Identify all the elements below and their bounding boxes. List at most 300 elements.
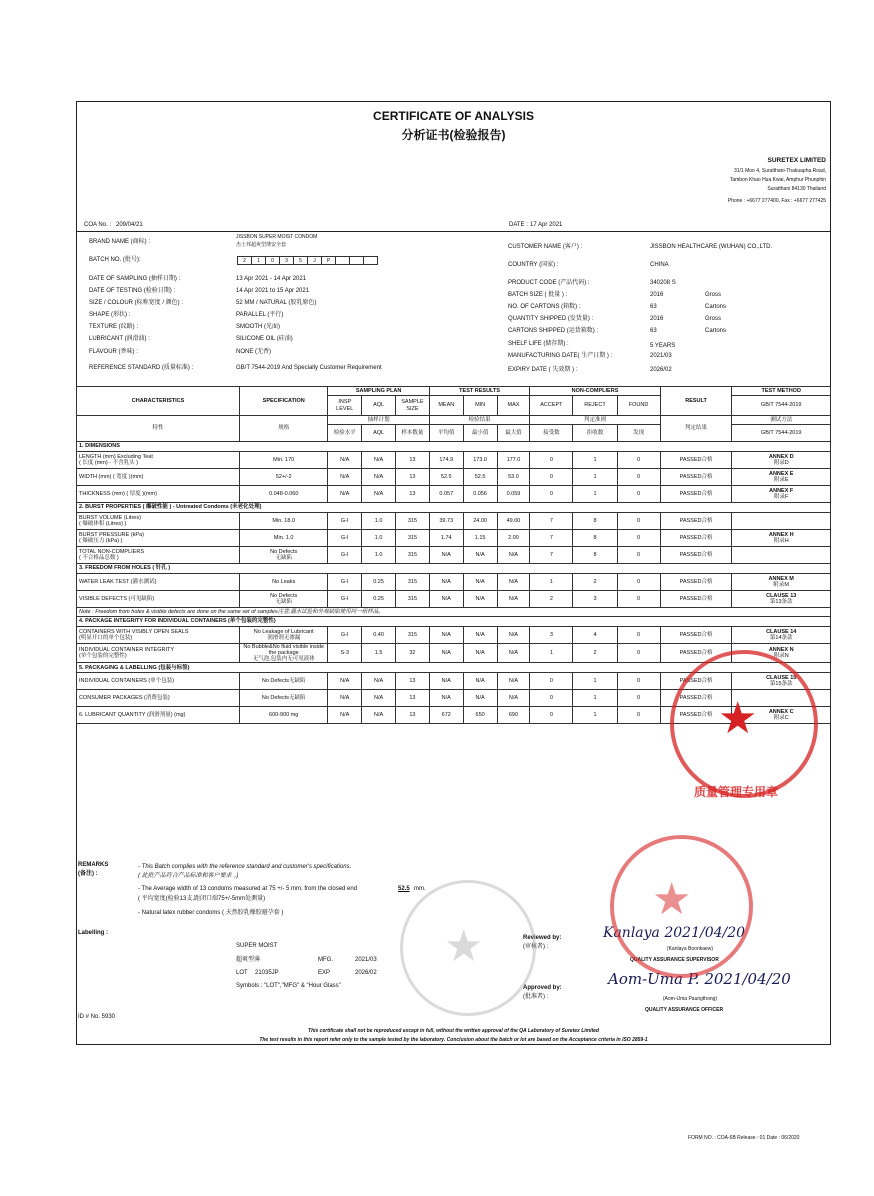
specification-cell bbox=[240, 530, 328, 547]
testing-date-label: DATE OF TESTING (检验日期) : bbox=[89, 288, 176, 294]
col-specification-cn: 规格 bbox=[240, 416, 328, 442]
coa-value: 209/04/21 bbox=[116, 222, 143, 228]
form-number: FORM NO. : COA-6B Release : 01 Date : 06/2020 bbox=[688, 1135, 800, 1141]
cell-rej: 2 bbox=[573, 644, 617, 663]
customer-label: CUSTOMER NAME (客户) : bbox=[508, 244, 583, 250]
mfg-date-label: MANUFACTURING DATE( 生产日期 ) : bbox=[508, 353, 613, 359]
cell-min: N/A bbox=[463, 574, 497, 591]
footer-line-2: The test results in this report refer only to the sample tested by the laboratory. Conclusion about the batch or lot are based on the Acceptance criteria in ISO 2859-1 bbox=[259, 1037, 648, 1043]
remarks-avg-width: 52.5 bbox=[398, 886, 410, 892]
company-address-3: Suratthani 84130 Thailand bbox=[767, 186, 826, 192]
col-sampling-plan: SAMPLING PLAN bbox=[328, 387, 430, 396]
cell-result: PASSED合格 bbox=[660, 513, 732, 530]
method-cn: 附录M bbox=[773, 582, 789, 588]
test-method-cell bbox=[732, 452, 831, 469]
sampling-date-value: 13 Apr 2021 - 14 Apr 2021 bbox=[236, 276, 307, 282]
cell-rej: 8 bbox=[573, 530, 617, 547]
cell-size: 13 bbox=[396, 673, 430, 690]
mfg-value: 2021/03 bbox=[355, 957, 377, 963]
cell-size: 13 bbox=[396, 690, 430, 707]
footer-line-1: This certificate shall not be reproduced except in full, without the written approval of the QA Laboratory of Suretex Limited bbox=[308, 1028, 599, 1034]
cell-acc: 1 bbox=[530, 644, 573, 663]
approved-label: Approved by: bbox=[523, 985, 562, 991]
cell-max: 177.0 bbox=[497, 452, 530, 469]
method-en: ANNEX D bbox=[768, 453, 794, 460]
cell-max: 0.059 bbox=[497, 486, 530, 503]
method-en: ANNEX M bbox=[768, 575, 794, 582]
batch-digit: 0 bbox=[265, 256, 280, 265]
cell-mean: N/A bbox=[429, 547, 463, 564]
specification-cell bbox=[240, 644, 328, 663]
specification-cell bbox=[240, 513, 328, 530]
cell-acc: 0 bbox=[530, 690, 573, 707]
spec-en: No Defects无缺陷 bbox=[261, 678, 306, 685]
cell-insp: G-I bbox=[328, 574, 362, 591]
remarks-line3: - Natural latex rubber condoms ( 天然胶乳橡胶避孕套 ) bbox=[138, 910, 284, 916]
cell-size: 315 bbox=[396, 513, 430, 530]
batch-size-label: BATCH SIZE ( 批量 ) : bbox=[508, 292, 568, 298]
cell-found: 0 bbox=[617, 513, 660, 530]
batch-digit: 1 bbox=[251, 256, 266, 265]
cell-found: 0 bbox=[617, 591, 660, 608]
col-test-method-value: GB/T 7544-2019 bbox=[732, 396, 831, 416]
company-phone: Phone : +6677 277400, Fax : +6677 277425 bbox=[727, 198, 826, 204]
remarks-label: REMARKS bbox=[78, 862, 109, 868]
cell-min: 0.056 bbox=[463, 486, 497, 503]
shelf-life-label: SHELF LIFE (储存期) : bbox=[508, 341, 569, 347]
characteristic-cn: ( 爆破体积 (Litres) ) bbox=[79, 521, 127, 527]
id-number: ID # No. 5930 bbox=[78, 1014, 116, 1020]
cell-rej: 1 bbox=[573, 452, 617, 469]
cell-mean: 672 bbox=[429, 707, 463, 724]
qty-shipped-unit: Gross bbox=[705, 316, 722, 322]
method-en: ANNEX H bbox=[768, 531, 794, 538]
cell-min: N/A bbox=[463, 591, 497, 608]
characteristic-en: BURST VOLUME (Litres) bbox=[79, 514, 141, 521]
lubricant-label: LUBRICANT (润滑油) : bbox=[89, 336, 150, 342]
stamp-star-icon: ★ bbox=[718, 694, 758, 743]
cartons-label: NO. OF CARTONS (箱数) : bbox=[508, 304, 581, 310]
cell-acc: 7 bbox=[530, 547, 573, 564]
cell-rej: 8 bbox=[573, 513, 617, 530]
stamp-star-icon: ★ bbox=[652, 875, 692, 924]
table-row bbox=[77, 574, 831, 591]
cell-max: N/A bbox=[497, 644, 530, 663]
cell-result: PASSED合格 bbox=[660, 574, 732, 591]
spec-en: Min. 18.0 bbox=[272, 517, 296, 524]
spec-en: No Bubble&No fluid visible inside the package bbox=[243, 644, 325, 657]
specification-cell bbox=[240, 452, 328, 469]
cell-found: 0 bbox=[617, 574, 660, 591]
cell-insp: G-I bbox=[328, 547, 362, 564]
batch-digit: 3 bbox=[279, 256, 294, 265]
brand-value-cn: 杰士邦超爽型薄安全套 bbox=[236, 242, 287, 248]
batch-digit bbox=[335, 256, 350, 265]
cell-acc: 0 bbox=[530, 486, 573, 503]
method-en: ANNEX E bbox=[768, 470, 794, 477]
lot-label: LOT bbox=[236, 970, 248, 976]
cell-result: PASSED合格 bbox=[660, 547, 732, 564]
cartons-shipped-unit: Cartons bbox=[705, 328, 727, 334]
labelling-symbols: Symbols : "LOT","MFG" & "Hour Glass" bbox=[236, 983, 341, 989]
cell-max: 49.00 bbox=[497, 513, 530, 530]
spec-en: No Leaks bbox=[272, 578, 296, 585]
cell-max: N/A bbox=[497, 591, 530, 608]
date-label: DATE : bbox=[509, 222, 528, 228]
cell-mean: 1.74 bbox=[429, 530, 463, 547]
characteristic-cn: (单个包装的完整性) bbox=[79, 653, 127, 660]
cell-mean: 174.9 bbox=[429, 452, 463, 469]
characteristic-cell bbox=[77, 574, 240, 591]
cell-mean: 52.5 bbox=[429, 469, 463, 486]
characteristic-cell bbox=[77, 673, 240, 690]
cell-result: PASSED合格 bbox=[660, 673, 732, 690]
cell-min: N/A bbox=[463, 690, 497, 707]
approved-label-cn: (批准者) : bbox=[523, 994, 549, 1000]
expiry-label: EXPIRY DATE ( 失效期 ) : bbox=[508, 367, 578, 373]
cell-acc: 7 bbox=[530, 530, 573, 547]
cell-rej: 1 bbox=[573, 707, 617, 724]
characteristic-en: CONTAINERS WITH VISIBLY OPEN SEALS bbox=[79, 628, 189, 635]
method-cn: 第15条款 bbox=[769, 681, 793, 688]
cell-size: 13 bbox=[396, 469, 430, 486]
characteristic-en: LENGTH (mm) Excluding Teat bbox=[79, 453, 153, 460]
cell-mean: N/A bbox=[429, 627, 463, 644]
reviewed-label-cn: (审核者) : bbox=[523, 944, 549, 950]
spec-en: No Defects bbox=[270, 548, 298, 555]
cell-acc: 3 bbox=[530, 627, 573, 644]
exp-value: 2026/02 bbox=[355, 970, 377, 976]
characteristic-en: INDIVIDUAL CONTAINERS (单个包装) bbox=[79, 678, 175, 685]
cell-result: PASSED合格 bbox=[660, 707, 732, 724]
testing-date-value: 14 Apr 2021 to 15 Apr 2021 bbox=[236, 288, 310, 294]
cell-size: 315 bbox=[396, 530, 430, 547]
cell-insp: G-I bbox=[328, 530, 362, 547]
cell-insp: N/A bbox=[328, 486, 362, 503]
cartons-unit: Cartons bbox=[705, 304, 727, 310]
exp-label: EXP bbox=[318, 970, 331, 976]
col-test-results: TEST RESULTS bbox=[429, 387, 530, 396]
col-sample-size-cn: 样本数量 bbox=[396, 425, 430, 442]
cell-insp: N/A bbox=[328, 469, 362, 486]
cell-found: 0 bbox=[617, 707, 660, 724]
col-reject-cn: 拒收数 bbox=[573, 425, 617, 442]
texture-value: SMOOTH (光面) bbox=[236, 324, 280, 330]
cell-insp: N/A bbox=[328, 690, 362, 707]
characteristic-cell bbox=[77, 591, 240, 608]
cell-aql: 1.0 bbox=[362, 513, 396, 530]
cartons-value: 63 bbox=[650, 304, 657, 310]
cell-found: 0 bbox=[617, 530, 660, 547]
customer-value: JISSBON HEALTHCARE (WUHAN) CO.,LTD. bbox=[650, 244, 773, 250]
batch-digit: P bbox=[321, 256, 336, 265]
batch-digit: 5 bbox=[293, 256, 308, 265]
section-header bbox=[77, 503, 831, 513]
brand-label: BRAND NAME (商标) : bbox=[89, 239, 151, 245]
remarks-line1: - This Batch complies with the reference standard and customer's specifications. bbox=[138, 864, 352, 870]
stamp-title: 质量管理专用章 bbox=[694, 785, 779, 799]
specification-cell bbox=[240, 591, 328, 608]
col-accept-cn: 接受数 bbox=[530, 425, 573, 442]
size-label: SIZE / COLOUR (标称宽度 / 颜色) : bbox=[89, 300, 184, 306]
reference-label: REFERENCE STANDARD (质量标准) : bbox=[89, 365, 194, 371]
cell-min: N/A bbox=[463, 627, 497, 644]
cell-min: N/A bbox=[463, 547, 497, 564]
qty-shipped-value: 2016 bbox=[650, 316, 664, 322]
cell-aql: 1.0 bbox=[362, 530, 396, 547]
cell-max: N/A bbox=[497, 574, 530, 591]
test-method-cell bbox=[732, 530, 831, 547]
batch-size-unit: Gross bbox=[705, 292, 722, 298]
characteristic-cn: ( 爆破压力 (kPa) ) bbox=[79, 538, 123, 544]
reviewer-name: (Kanlaya Boonkaew) bbox=[666, 946, 714, 952]
col-aql-cn: AQL bbox=[362, 425, 396, 442]
test-method-cell bbox=[732, 469, 831, 486]
specification-cell bbox=[240, 627, 328, 644]
method-en: CLAUSE 14 bbox=[766, 628, 797, 635]
cell-mean: N/A bbox=[429, 574, 463, 591]
batch-label: BATCH NO. (批号): bbox=[89, 257, 141, 263]
cell-size: 315 bbox=[396, 591, 430, 608]
spec-en: 600-900 mg bbox=[269, 712, 299, 719]
cell-acc: 0 bbox=[530, 673, 573, 690]
method-cn: 附录D bbox=[773, 460, 789, 466]
col-found: FOUND bbox=[617, 396, 660, 416]
method-cn: 第13条款 bbox=[769, 599, 793, 605]
cell-aql: N/A bbox=[362, 452, 396, 469]
cell-result: PASSED合格 bbox=[660, 591, 732, 608]
batch-digit bbox=[363, 256, 378, 265]
cell-aql: N/A bbox=[362, 690, 396, 707]
col-max-cn: 最大值 bbox=[497, 425, 530, 442]
characteristic-en: WATER LEAK TEST (灌水测试) bbox=[79, 578, 157, 585]
characteristic-cell bbox=[77, 690, 240, 707]
shape-label: SHAPE (形状) : bbox=[89, 312, 131, 318]
col-non-compliers-cn: 判定准则 bbox=[530, 416, 660, 425]
reviewer-title: QUALITY ASSURANCE SUPERVISOR bbox=[630, 957, 719, 963]
cell-insp: G-I bbox=[328, 627, 362, 644]
characteristic-en: INDIVIDUAL CONTAINER INTEGRITY bbox=[79, 647, 175, 654]
cell-found: 0 bbox=[617, 673, 660, 690]
col-mean: MEAN bbox=[429, 396, 463, 416]
cell-max: N/A bbox=[497, 690, 530, 707]
cell-rej: 8 bbox=[573, 547, 617, 564]
table-row bbox=[77, 547, 831, 564]
cell-mean: 0.057 bbox=[429, 486, 463, 503]
cell-insp: N/A bbox=[328, 452, 362, 469]
spec-en: No Leakage of Lubricant bbox=[253, 628, 314, 635]
cartons-shipped-label: CARTONS SHIPPED (运货箱数) : bbox=[508, 328, 599, 334]
col-found-cn: 发现 bbox=[617, 425, 660, 442]
test-method-cell bbox=[732, 486, 831, 503]
cell-insp: N/A bbox=[328, 673, 362, 690]
method-en: CLAUSE 13 bbox=[766, 592, 797, 599]
cell-insp: S-3 bbox=[328, 644, 362, 663]
specification-cell bbox=[240, 707, 328, 724]
cell-size: 13 bbox=[396, 452, 430, 469]
cell-aql: N/A bbox=[362, 673, 396, 690]
specification-cell bbox=[240, 690, 328, 707]
test-method-cell bbox=[732, 627, 831, 644]
lot-value: 21035JP bbox=[255, 970, 279, 976]
method-en: ANNEX N bbox=[768, 647, 794, 654]
cell-aql: N/A bbox=[362, 469, 396, 486]
qty-shipped-label: QUANTITY SHIPPED (发货量) : bbox=[508, 316, 594, 322]
cell-size: 13 bbox=[396, 486, 430, 503]
specification-cell bbox=[240, 574, 328, 591]
cell-found: 0 bbox=[617, 486, 660, 503]
section-title: 5. PACKAGING & LABELLING (包装与标签) bbox=[77, 663, 831, 673]
method-cn: 附录N bbox=[773, 653, 789, 660]
cell-min: 650 bbox=[463, 707, 497, 724]
spec-cn: 无缺陷 bbox=[275, 599, 292, 605]
specification-cell bbox=[240, 469, 328, 486]
characteristic-cell bbox=[77, 530, 240, 547]
characteristic-en: VISIBLE DEFECTS (可见缺陷) bbox=[79, 595, 155, 602]
cell-mean: N/A bbox=[429, 690, 463, 707]
method-cn: 第14条款 bbox=[769, 635, 793, 641]
divider bbox=[76, 231, 831, 232]
method-en: ANNEX F bbox=[769, 487, 794, 494]
cell-max: N/A bbox=[497, 627, 530, 644]
cell-acc: 7 bbox=[530, 513, 573, 530]
cell-aql: 1.0 bbox=[362, 547, 396, 564]
note-row bbox=[77, 608, 831, 617]
remarks-line1-cn: ( 此批产品符合产品标准和客户要求 。) bbox=[138, 873, 239, 879]
cell-acc: 1 bbox=[530, 574, 573, 591]
characteristic-cell bbox=[77, 644, 240, 663]
cell-found: 0 bbox=[617, 627, 660, 644]
spec-en: No Defects bbox=[270, 592, 298, 599]
method-cn: 附录F bbox=[774, 494, 789, 500]
specification-cell bbox=[240, 486, 328, 503]
cell-result: PASSED合格 bbox=[660, 469, 732, 486]
section-title: 4. PACKAGE INTEGRITY FOR INDIVIDUAL CONTAINERS (单个包装的完整性) bbox=[77, 617, 831, 627]
method-en: CLAUSE 15 bbox=[766, 675, 797, 682]
cell-mean: N/A bbox=[429, 673, 463, 690]
company-address-1: 31/1 Moo 4, Suratthani-Thakuapha Road, bbox=[733, 168, 826, 174]
cell-size: 13 bbox=[396, 707, 430, 724]
section-title: 1. DIMENSIONS bbox=[77, 442, 831, 452]
reference-value: GB/T 7544-2019 And Specially Customer Requirement bbox=[236, 365, 382, 371]
cell-aql: 0.40 bbox=[362, 627, 396, 644]
col-aql: AQL bbox=[362, 396, 396, 416]
table-row bbox=[77, 591, 831, 608]
coa-label: COA No. : bbox=[84, 222, 112, 228]
characteristic-cell bbox=[77, 486, 240, 503]
col-test-results-cn: 检验结果 bbox=[429, 416, 530, 425]
cell-size: 32 bbox=[396, 644, 430, 663]
cell-result: PASSED合格 bbox=[660, 627, 732, 644]
method-cn: 附录H bbox=[773, 538, 789, 544]
cell-rej: 1 bbox=[573, 469, 617, 486]
date-value: 17 Apr 2021 bbox=[530, 222, 563, 228]
characteristic-cell bbox=[77, 469, 240, 486]
col-reject: REJECT bbox=[573, 396, 617, 416]
test-method-cell bbox=[732, 574, 831, 591]
cell-found: 0 bbox=[617, 690, 660, 707]
batch-digit bbox=[349, 256, 364, 265]
cell-acc: 0 bbox=[530, 707, 573, 724]
spec-en: Min. 1.0 bbox=[273, 534, 294, 541]
cell-found: 0 bbox=[617, 644, 660, 663]
cell-result: PASSED合格 bbox=[660, 486, 732, 503]
method-en: ANNEX C bbox=[768, 709, 794, 716]
spec-en: No Defects无缺陷 bbox=[261, 695, 306, 702]
spec-en: Min. 170 bbox=[273, 456, 295, 463]
flavour-value: NONE (无香) bbox=[236, 349, 271, 355]
labelling-name: SUPER MOIST bbox=[236, 943, 278, 949]
labelling-label: Labelling : bbox=[78, 930, 108, 936]
col-min-cn: 最小值 bbox=[463, 425, 497, 442]
col-max: MAX bbox=[497, 396, 530, 416]
col-mean-cn: 平均值 bbox=[429, 425, 463, 442]
cartons-shipped-value: 63 bbox=[650, 328, 657, 334]
method-cn: 附录C bbox=[773, 715, 789, 722]
cell-rej: 4 bbox=[573, 627, 617, 644]
col-insp-level-cn: 检验水平 bbox=[328, 425, 362, 442]
cell-min: 24.00 bbox=[463, 513, 497, 530]
note-text: Note : Freedom from holes & visible defects are done on the same set of samples注意:漏水试验和外观缺陷使用同一组样品。 bbox=[77, 608, 831, 617]
section-title: 2. BURST PROPERTIES ( 爆破性能 ) - Untreated Condoms (未老化处理) bbox=[77, 503, 831, 513]
col-characteristics: CHARACTERISTICS bbox=[77, 387, 240, 416]
characteristic-en: BURST PRESSURE (kPa) bbox=[79, 531, 144, 538]
col-sample-size: SAMPLE SIZE bbox=[396, 396, 430, 416]
table-row bbox=[77, 627, 831, 644]
cell-rej: 2 bbox=[573, 574, 617, 591]
col-result: RESULT bbox=[660, 387, 732, 416]
characteristic-cell bbox=[77, 627, 240, 644]
test-method-cell bbox=[732, 591, 831, 608]
cell-mean: 39.73 bbox=[429, 513, 463, 530]
section-header bbox=[77, 617, 831, 627]
col-test-method-cn: 测试方法 bbox=[732, 416, 831, 425]
product-code-label: PRODUCT CODE (产品代码) : bbox=[508, 280, 590, 286]
cell-insp: G-I bbox=[328, 591, 362, 608]
cell-found: 0 bbox=[617, 547, 660, 564]
characteristic-en: THICKNESS (mm) ( 厚度 )(mm) bbox=[79, 490, 157, 497]
col-insp-level: INSP LEVEL bbox=[328, 396, 362, 416]
col-accept: ACCEPT bbox=[530, 396, 573, 416]
cell-min: 173.0 bbox=[463, 452, 497, 469]
section-header bbox=[77, 564, 831, 574]
test-method-cell bbox=[732, 547, 831, 564]
characteristic-en: CONSUMER PACKAGES (消费包装) bbox=[79, 695, 170, 702]
characteristic-en: TOTAL NON-COMPLIERS bbox=[79, 548, 144, 555]
country-label: COUNTRY (国家) : bbox=[508, 262, 559, 268]
sampling-date-label: DATE OF SAMPLING (抽样日期) : bbox=[89, 276, 181, 282]
title-en: CERTIFICATE OF ANALYSIS bbox=[373, 109, 534, 123]
col-result-cn: 判定结果 bbox=[660, 416, 732, 442]
shelf-life-value: 5 YEARS bbox=[650, 343, 676, 349]
spec-cn: 无缺陷 bbox=[275, 555, 292, 561]
spec-en: 52+/-2 bbox=[275, 473, 292, 480]
table-row bbox=[77, 486, 831, 503]
spec-en: 0.048-0.060 bbox=[269, 490, 299, 497]
cell-max: 53.0 bbox=[497, 469, 530, 486]
reviewed-label: Reviewed by: bbox=[523, 935, 562, 941]
cell-aql: 1.5 bbox=[362, 644, 396, 663]
characteristic-en: WIDTH (mm) ( 宽度 )(mm) bbox=[79, 473, 144, 480]
cell-insp: G-I bbox=[328, 513, 362, 530]
table-row bbox=[77, 469, 831, 486]
characteristic-cell bbox=[77, 547, 240, 564]
title-cn: 分析证书(检验报告) bbox=[401, 128, 506, 142]
cell-max: 2.00 bbox=[497, 530, 530, 547]
cell-max: 690 bbox=[497, 707, 530, 724]
remarks-line2-cn: ( 平均宽度(检验13支,距闭口端75+/-5mm处测量) bbox=[138, 896, 266, 902]
cell-aql: 0.25 bbox=[362, 591, 396, 608]
